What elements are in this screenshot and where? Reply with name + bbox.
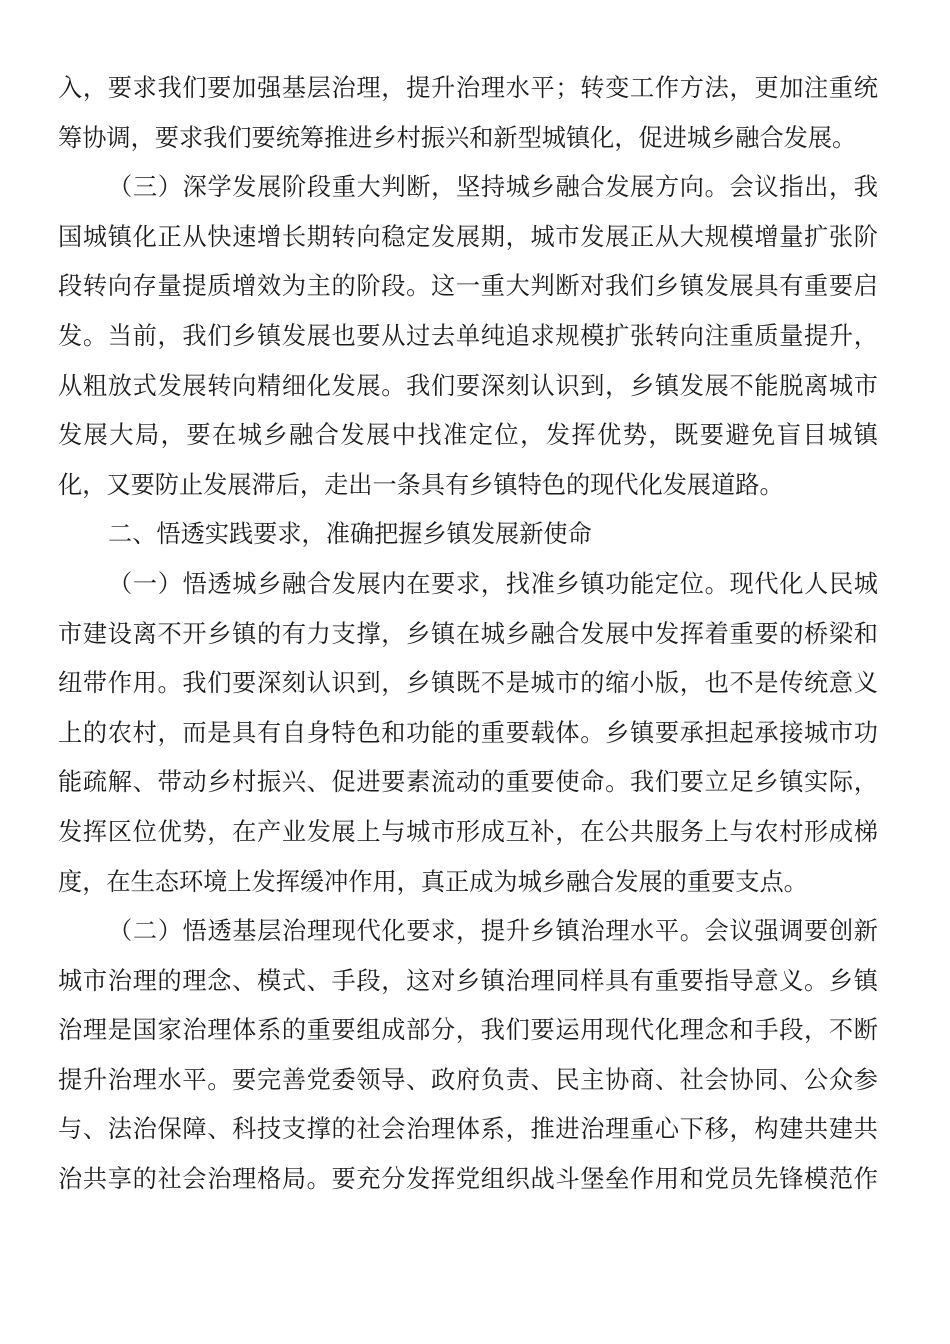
text-line: 与、法治保障、科技支撑的社会治理体系，推进治理重心下移，构建共建共 [58, 1115, 878, 1144]
text-line: 治理是国家治理体系的重要组成部分，我们要运用现代化理念和手段，不断 [58, 1016, 878, 1045]
text-line: （三）深学发展阶段重大判断，坚持城乡融合发展方向。会议指出，我 [108, 173, 878, 202]
text-line: 治共享的社会治理格局。要充分发挥党组织战斗堡垒作用和党员先锋模范作 [58, 1165, 878, 1194]
text-line: 城市治理的理念、模式、手段，这对乡镇治理同样具有重要指导意义。乡镇 [58, 966, 878, 995]
section-heading [58, 510, 878, 560]
text-line: 度，在生态环境上发挥缓冲作用，真正成为城乡融合发展的重要支点。 [58, 867, 808, 896]
text-line: 国城镇化正从快速增长期转向稳定发展期，城市发展正从大规模增量扩张阶 [58, 222, 878, 251]
text-line: （一）悟透城乡融合发展内在要求，找准乡镇功能定位。现代化人民城 [108, 569, 878, 598]
text-line: 段转向存量提质增效为主的阶段。这一重大判断对我们乡镇发展具有重要启 [58, 272, 878, 301]
paragraph-continuation [58, 64, 878, 163]
paragraph-section-three [58, 163, 878, 510]
text-line: 发挥区位优势，在产业发展上与城市形成互补，在公共服务上与农村形成梯 [58, 817, 878, 846]
paragraph-section-one [58, 560, 878, 907]
text-line: 上的农村，而是具有自身特色和功能的重要载体。乡镇要承担起承接城市功 [58, 718, 878, 747]
text-line: 入，要求我们要加强基层治理，提升治理水平；转变工作方法，更加注重统 [58, 74, 878, 102]
text-line: 发。当前，我们乡镇发展也要从过去单纯追求规模扩张转向注重质量提升， [58, 321, 878, 350]
document-page [58, 64, 878, 1205]
text-line: 化，又要防止发展滞后，走出一条具有乡镇特色的现代化发展道路。 [58, 470, 784, 499]
text-line: 纽带作用。我们要深刻认识到，乡镇既不是城市的缩小版，也不是传统意义 [58, 669, 878, 698]
text-line: 提升治理水平。要完善党委领导、政府负责、民主协商、社会协同、公众参 [58, 1065, 878, 1094]
heading-text: 二、悟透实践要求，准确把握乡镇发展新使命 [108, 520, 592, 549]
paragraph-section-two [58, 907, 878, 1205]
text-line: 能疏解、带动乡村振兴、促进要素流动的重要使命。我们要立足乡镇实际， [58, 768, 878, 797]
text-line: 从粗放式发展转向精细化发展。我们要深刻认识到，乡镇发展不能脱离城市 [58, 371, 878, 400]
text-line: 市建设离不开乡镇的有力支撑，乡镇在城乡融合发展中发挥着重要的桥梁和 [58, 619, 878, 648]
text-line: 发展大局，要在城乡融合发展中找准定位，发挥优势，既要避免盲目城镇 [58, 421, 878, 450]
text-line: （二）悟透基层治理现代化要求，提升乡镇治理水平。会议强调要创新 [108, 917, 878, 946]
text-line: 筹协调，要求我们要统筹推进乡村振兴和新型城镇化，促进城乡融合发展。 [58, 123, 857, 152]
